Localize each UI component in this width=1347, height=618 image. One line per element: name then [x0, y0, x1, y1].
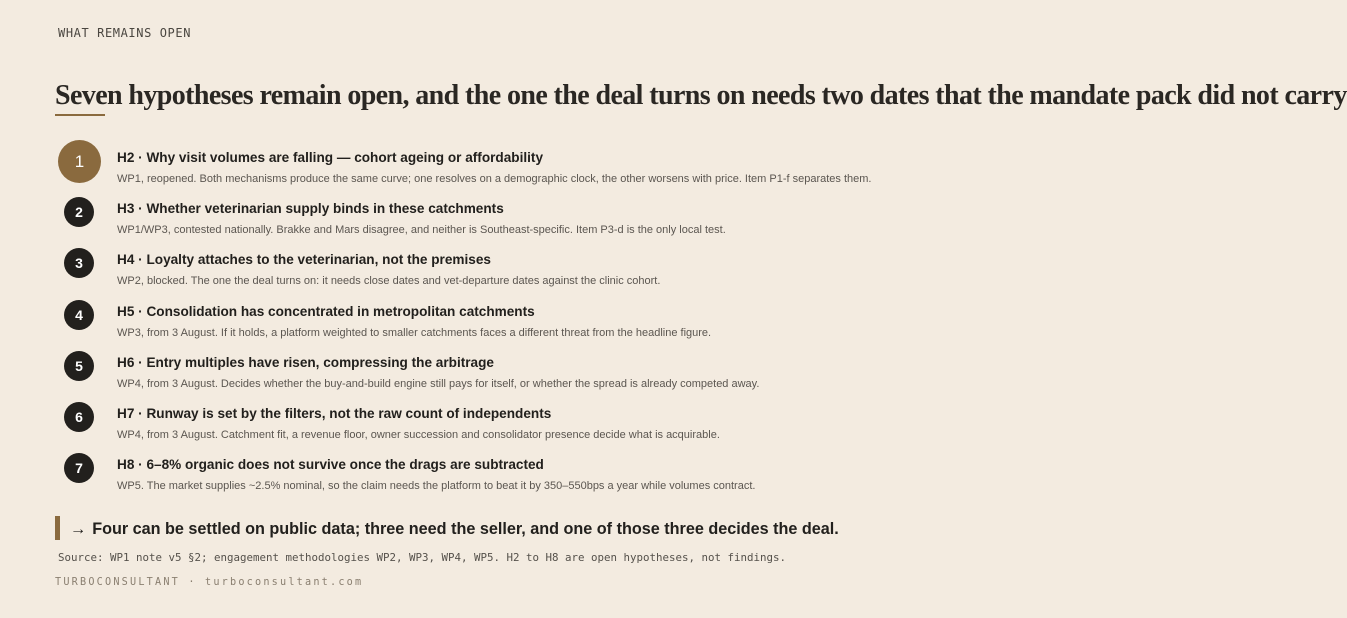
hypothesis-list: [58, 138, 1058, 496]
item-title: H2 · Why visit volumes are falling — cohort ageing or affordability: [117, 150, 544, 165]
number-badge: 1: [58, 140, 101, 183]
item-description: WP4, from 3 August. Decides whether the buy-and-build engine still pays for itself, or whether the spread is already competed away.: [117, 377, 760, 390]
arrow-right-icon: →: [70, 520, 87, 538]
list-item: [58, 343, 1058, 394]
list-item: [58, 292, 1058, 343]
conclusion-text: Four can be settled on public data; three need the seller, and one of those three decides the deal.: [92, 520, 839, 538]
page-title: Seven hypotheses remain open, and the one the deal turns on needs two dates that the mandate pack did not carry: [55, 80, 1347, 111]
list-item: [58, 240, 1058, 291]
section-kicker: WHAT REMAINS OPEN: [58, 26, 192, 40]
item-title: H5 · Consolidation has concentrated in metropolitan catchments: [117, 303, 535, 319]
title-underline: [55, 114, 105, 116]
number-badge: 6: [64, 402, 94, 432]
item-description: WP2, blocked. The one the deal turns on: it needs close dates and vet-departure dates against the clinic cohort.: [117, 275, 661, 288]
conclusion-accent-bar: [55, 516, 60, 540]
list-item: [58, 138, 1058, 189]
number-badge: 4: [64, 300, 94, 330]
number-badge: 7: [64, 453, 94, 483]
item-title: H6 · Entry multiples have risen, compressing the arbitrage: [117, 354, 494, 370]
item-title: H4 · Loyalty attaches to the veterinarian, not the premises: [117, 252, 491, 268]
footer-brand: TURBOCONSULTANT · turboconsultant.com: [55, 577, 364, 588]
conclusion: [70, 520, 839, 539]
source-note: Source: WP1 note v5 §2; engagement methodologies WP2, WP3, WP4, WP5. H2 to H8 are open hypotheses, not findings.: [58, 551, 787, 564]
number-badge: 5: [64, 351, 94, 381]
item-title: H8 · 6–8% organic does not survive once the drags are subtracted: [117, 457, 544, 473]
item-description: WP5. The market supplies ~2.5% nominal, so the claim needs the platform to beat it by 350–550bps a year while volumes contract.: [117, 480, 756, 493]
item-description: WP3, from 3 August. If it holds, a platform weighted to smaller catchments faces a different threat from the headline figure.: [117, 326, 712, 339]
item-description: WP1, reopened. Both mechanisms produce the same curve; one resolves on a demographic clock, the other worsens with price. Item P1-f separates them.: [117, 173, 872, 185]
number-badge: 2: [64, 197, 94, 227]
item-description: WP1/WP3, contested nationally. Brakke and Mars disagree, and neither is Southeast-specific. Item P3-d is the only local test.: [117, 224, 726, 237]
list-item: [58, 445, 1058, 496]
list-item: [58, 394, 1058, 445]
item-title: H7 · Runway is set by the filters, not the raw count of independents: [117, 405, 552, 421]
item-description: WP4, from 3 August. Catchment fit, a revenue floor, owner succession and consolidator presence decide what is acquirable.: [117, 428, 720, 441]
number-badge: 3: [64, 248, 94, 278]
list-item: [58, 189, 1058, 240]
item-title: H3 · Whether veterinarian supply binds in these catchments: [117, 201, 504, 217]
